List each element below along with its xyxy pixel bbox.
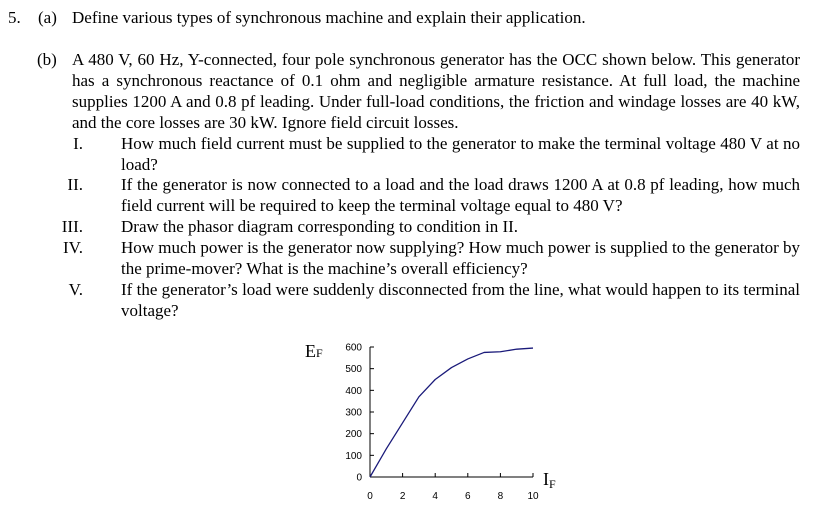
y-tick-label: 0 xyxy=(356,472,362,484)
y-tick-label: 400 xyxy=(345,385,362,397)
part-b-text: A 480 V, 60 Hz, Y-connected, four pole synchronous generator has the OCC shown below. This generator has a synchronous reactance of 0.1 ohm and negligible armature resistance. At full load, the machine supplies 1200 A and 0.8 pf leading. Under full-load conditions, the friction and windage losses are 40 kW, and the core losses are 30 kW. Ignore field circuit losses. xyxy=(72,50,800,132)
x-tick-label: 0 xyxy=(367,491,373,502)
question-number: 5. xyxy=(8,8,21,27)
sub-question-text: If the generator is now connected to a load and the load draws 1200 A at 0.8 pf leading, how much field current will be required to keep the terminal voltage equal to 480 V? xyxy=(121,175,800,216)
x-tick-label: 2 xyxy=(399,491,406,502)
part-a-text: Define various types of synchronous machine and explain their application. xyxy=(72,8,586,27)
part-a-label: (a) xyxy=(38,8,57,27)
y-tick-label: 600 xyxy=(345,342,362,354)
y-tick-label: 300 xyxy=(345,407,362,419)
y-axis-label-sub: F xyxy=(316,346,323,360)
y-tick-label: 500 xyxy=(345,364,362,376)
sub-question-text: Draw the phasor diagram corresponding to condition in II. xyxy=(121,217,519,237)
sub-question-numeral: I. xyxy=(73,133,83,153)
sub-question-text: If the generator’s load were suddenly disconnected from the line, what would happen to its terminal voltage? xyxy=(121,280,800,320)
x-axis-label-sub: F xyxy=(549,477,556,491)
y-axis-label-main: E xyxy=(305,341,316,361)
y-tick-label: 200 xyxy=(345,429,362,441)
x-tick-label: 4 xyxy=(432,491,438,502)
x-tick-label: 10 xyxy=(527,491,539,502)
x-axis-label xyxy=(543,469,556,491)
x-tick-label: 6 xyxy=(465,491,471,502)
sub-question-numeral: II. xyxy=(67,175,83,195)
x-axis-label-main: I xyxy=(543,469,549,489)
y-tick-label: 100 xyxy=(345,450,362,462)
x-tick-label: 8 xyxy=(497,491,504,502)
sub-question-numeral: III. xyxy=(61,217,83,237)
sub-question-numeral: IV. xyxy=(63,238,83,258)
sub-question-text: How much power is the generator now supplying? How much power is supplied to the generator by the prime-mover? What is the machine’s overall efficiency? xyxy=(121,238,800,278)
part-b-label: (b) xyxy=(37,50,57,69)
sub-question-text: How much field current must be supplied to the generator to make the terminal voltage 480 V at no load? xyxy=(121,133,800,174)
sub-question-numeral: V. xyxy=(68,280,83,299)
y-axis-label xyxy=(305,341,323,361)
occ-curve xyxy=(370,348,533,477)
